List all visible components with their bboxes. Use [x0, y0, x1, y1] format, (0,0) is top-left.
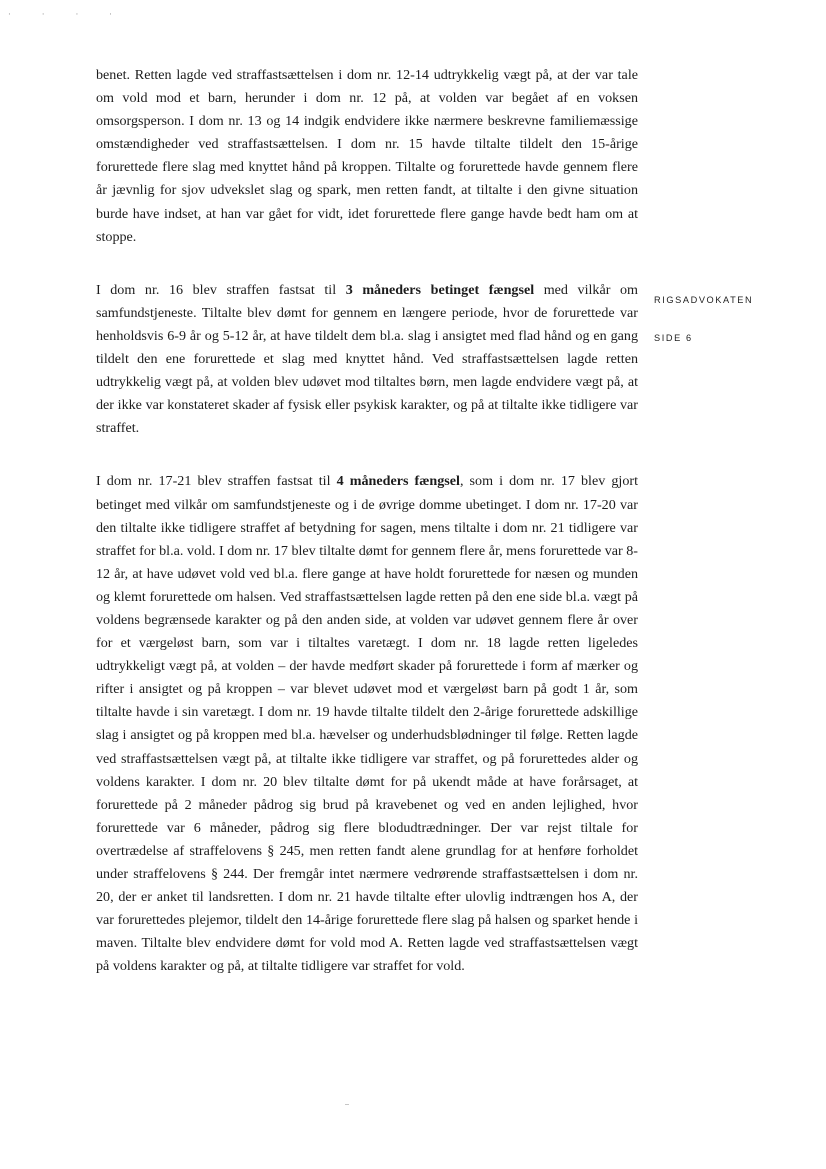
paragraph-2 [96, 279, 638, 441]
sidebar-organization-label: RIGSADVOKATEN [654, 295, 754, 305]
paragraph-1 [96, 64, 638, 249]
sidebar-page-number: SIDE 6 [654, 333, 693, 343]
paragraph-2-text-start: I dom nr. 16 blev straffen fastsat til [96, 281, 346, 298]
paragraph-3-sentence-highlight: 4 måneders fængsel [336, 473, 460, 490]
scan-artifact-dot [345, 1104, 349, 1105]
paragraph-1-text: benet. Retten lagde ved straffastsættelsen i dom nr. 12-14 udtrykkelig vægt på, at der var tale om vold mod et barn, herunder i dom nr. 12 på, at volden var begået af en voksen omsorgsperson. I dom nr. 13 og 14 indgik endvidere ikke nærmere beskrevne familiemæssige omstændigheder ved straffastsættelsen. I dom nr. 15 havde tiltalte tildelt den 15-årige forurettede flere slag med knyttet hånd på kroppen. Tiltalte og forurettede havde gennem flere år jævnlig for sjov udvekslet slag og spark, men retten fandt, at tiltalte i den givne situation burde have indset, at han var gået for vidt, idet forurettede flere gange havde bedt ham om at stoppe. [96, 67, 638, 245]
paragraph-3-text-end: , som i dom nr. 17 blev gjort betinget med vilkår om samfundstjeneste og i de øvrige domme ubetinget. I dom nr. 17-20 var den tiltalte ikke tidligere straffet af betydning for sagen, mens tiltalte i dom nr. 21 tidligere var straffet for bl.a. vold. I dom nr. 17 blev tiltalte dømt for gennem flere år, mens forurettede var 8-12 år, at have udøvet vold ved bl.a. flere gange at have holdt forurettede for næsen og munden og klemt forurettede om halsen. Ved straffastsættelsen lagde retten på den ene side bl.a. vægt på voldens begrænsede karakter og på den anden side, at volden var udøvet gennem flere år over for et værgeløst barn, som var i tiltaltes varetægt. I dom nr. 18 lagde retten ligeledes udtrykkeligt vægt på, at volden – der havde medført skader på forurettede i form af mærker og rifter i ansigtet og på kroppen – var blevet udøvet mod et værgeløst barn på godt 1 år, som tiltalte havde i sin varetægt. I dom nr. 19 havde tiltalte tildelt den 2-årige forurettede adskillige slag i ansigtet og på kroppen med bl.a. hævelser og underhudsblødninger til følge. Retten lagde ved straffastsættelsen vægt på, at tiltalte ikke tidligere var straffet, og på forurettedes alder og voldens karakter. I dom nr. 20 blev tiltalte dømt for på ukendt måde at have forårsaget, at forurettede på 2 måneder pådrog sig brud på kravebenet og ved en anden lejlighed, hvor forurettede var 6 måneder, pådrog sig flere blodudtrædninger. Der var rejst tiltale for overtrædelse af straffelovens § 245, men retten fandt alene grundlag for at henføre forholdet under straffelovens § 244. Der fremgår intet nærmere vedrørende straffastsættelsen i dom nr. 20, der er anket til landsretten. I dom nr. 21 havde tiltalte efter ulovlig indtrængen hos A, der var forurettedes plejemor, tildelt den 14-årige forurettede flere slag på halsen og sparket hende i maven. Tiltalte blev endvidere dømt for vold mod A. Retten lagde ved straffastsættelsen vægt på voldens karakter og på, at tiltalte tidligere var straffet for vold. [96, 473, 638, 975]
paragraph-3 [96, 470, 638, 978]
document-body [96, 64, 638, 978]
paragraph-2-sentence-highlight: 3 måneders betinget fængsel [345, 281, 535, 298]
paragraph-3-text-start: I dom nr. 17-21 blev straffen fastsat til [96, 473, 337, 490]
scan-artifact-marks: · · · · [8, 10, 127, 20]
paragraph-2-text-end: med vilkår om samfundstjeneste. Tiltalte blev dømt for gennem en længere periode, hvor de forurettede var henholdsvis 6-9 år og 5-12 år, at have tildelt dem bl.a. slag i ansigtet med flad hånd og en gang tildelt den ene forurettede et slag med knyttet hånd. Ved straffastsættelsen lagde retten udtrykkelig vægt på, at volden blev udøvet mod tiltaltes børn, men lagde endvidere vægt på, at der ikke var konstateret skader af fysisk eller psykisk karakter, og på at tiltalte ikke tidligere var straffet. [96, 281, 639, 437]
